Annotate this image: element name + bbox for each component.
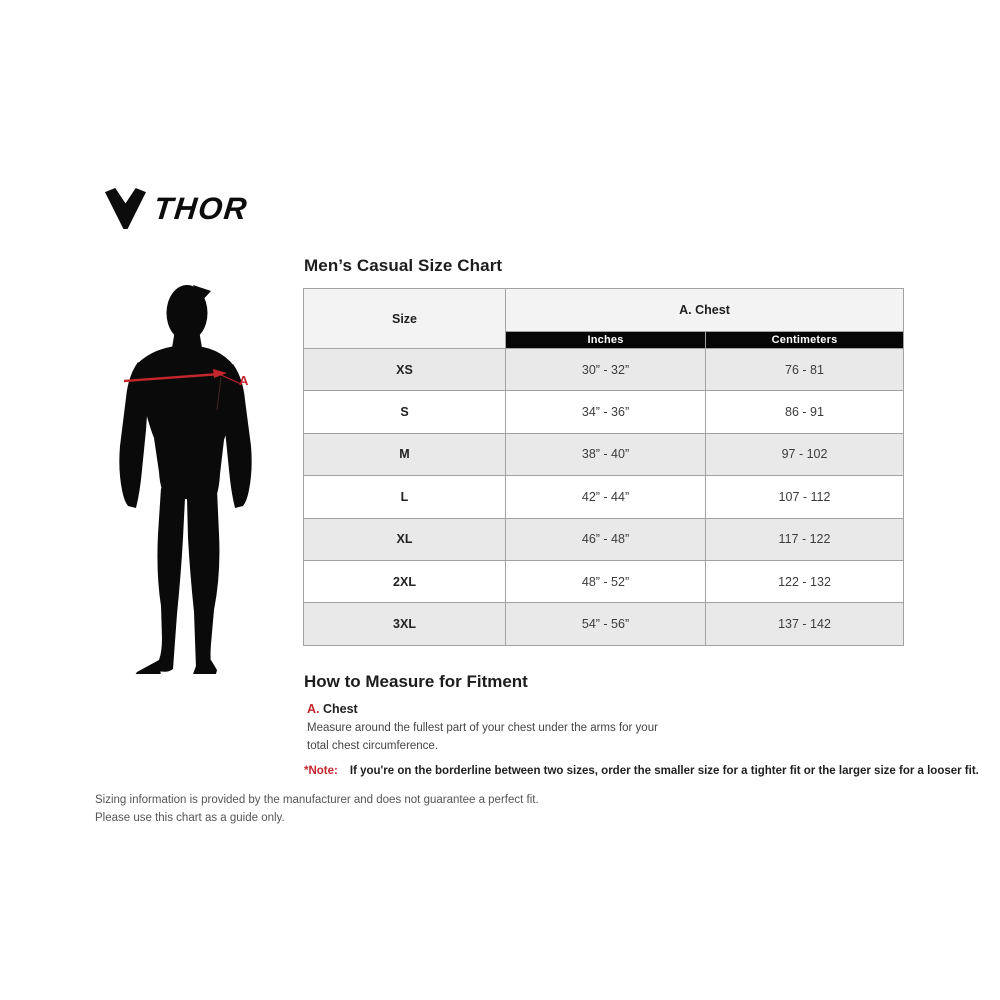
brand-name: THOR [152,191,250,226]
size-cell: XS [304,349,506,391]
measure-item-description [307,720,658,756]
size-cell: L [304,476,506,518]
table-row-s [304,391,904,433]
thor-horns-icon [105,188,146,229]
table-row-3xl [304,603,904,645]
sizing-note [304,765,979,777]
inches-cell: 54” - 56” [506,603,706,645]
table-row-l [304,476,904,518]
column-header-inches: Inches [506,332,706,349]
table-row-m [304,433,904,475]
inches-cell: 42” - 44” [506,476,706,518]
inches-cell: 34” - 36” [506,391,706,433]
size-cell: M [304,433,506,475]
size-cell: S [304,391,506,433]
disclaimer-line-2: Please use this chart as a guide only. [95,811,285,824]
measure-item-title [307,702,658,716]
description-line-1: Measure around the fullest part of your chest under the arms for your [307,722,658,734]
column-header-size: Size [304,289,506,349]
note-text: If you're on the borderline between two sizes, order the smaller size for a tighter fit or the larger size for a looser fit. [349,765,979,777]
table-row-xl [304,518,904,560]
cm-cell: 97 - 102 [706,433,904,475]
cm-cell: 117 - 122 [706,518,904,560]
measure-item-chest [307,702,658,756]
column-header-centimeters: Centimeters [706,332,904,349]
cm-cell: 107 - 112 [706,476,904,518]
table-row-xs [304,349,904,391]
measure-item-name: Chest [322,702,358,716]
description-line-2: total chest circumference. [307,739,439,752]
inches-cell: 48” - 52” [506,560,706,602]
note-label: *Note: [304,765,338,777]
size-cell: XL [304,518,506,560]
body-silhouette-icon [117,282,265,674]
cm-cell: 86 - 91 [706,391,904,433]
size-chart-table [303,288,904,646]
disclaimer [95,792,539,828]
size-cell: 2XL [304,560,506,602]
measure-item-letter: A. [307,702,320,716]
inches-cell: 46” - 48” [506,518,706,560]
page-title: Men’s Casual Size Chart [304,256,503,275]
chest-measure-label: A [239,373,249,388]
disclaimer-line-1: Sizing information is provided by the manufacturer and does not guarantee a perfect fit. [95,794,539,806]
cm-cell: 137 - 142 [706,603,904,645]
inches-cell: 30” - 32” [506,349,706,391]
size-cell: 3XL [304,603,506,645]
table-row-2xl [304,560,904,602]
cm-cell: 76 - 81 [706,349,904,391]
male-silhouette-figure [117,282,265,674]
inches-cell: 38” - 40” [506,433,706,475]
column-header-chest: A. Chest [506,289,904,332]
how-to-measure-heading: How to Measure for Fitment [304,672,528,691]
cm-cell: 122 - 132 [706,560,904,602]
brand-logo [105,188,248,229]
